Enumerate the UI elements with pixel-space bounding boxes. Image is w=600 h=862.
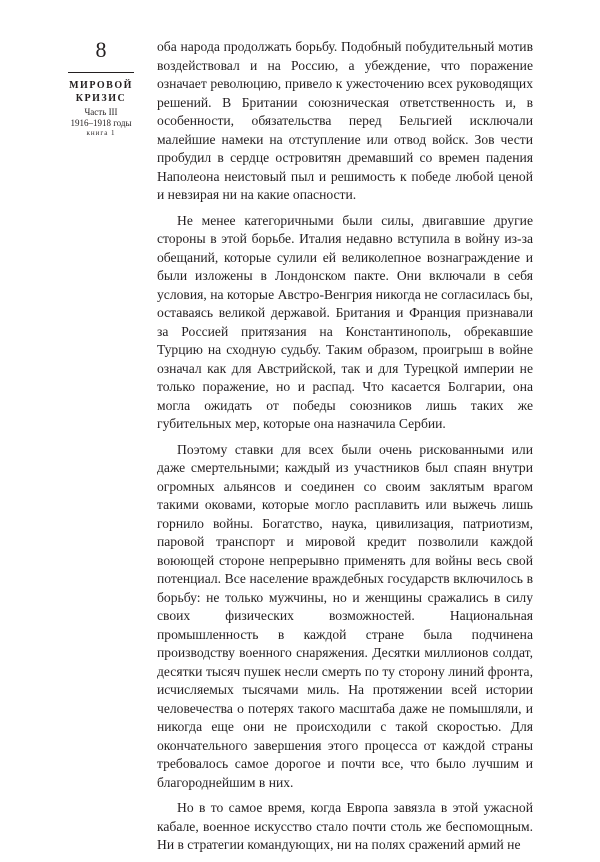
sidebar-divider — [68, 72, 134, 73]
paragraph-2: Не менее категоричными были силы, двигавшие другие стороны в этой борьбе. Италия недавно вступила в войну из-за обещаний, которые сулили ей великолепное вознаграждение и были изложены в Лондонском пакте. Они включали в себя условия, на которые Австро-Венгрия никогда не согласилась бы, оставаясь великой державой. Британия и Франция признавали за Россией притязания на Константинополь, обрекавшие Турцию на сходную судьбу. Таким образом, проигрыш в войне означал как для Австрийской, так и для Турецкой империи не только поражение, но и распад. Что касается Болгарии, она могла ожидать от победы союзников лишь таких же губительных мер, которые она назначила Сербии. — [157, 212, 533, 431]
paragraph-3: Поэтому ставки для всех были очень рискованными или даже смертельными; каждый из участников был спаян внутри огромных альянсов и соединен со своим заклятым врагом такими оковами, которые могло расплавить или выжечь лишь горнило войны. Богатство, наука, цивилизация, патриотизм, паровой транспорт и мировой кредит позволили каждой воюющей стороне непрерывно применять для войны весь свой потенциал. Все население враждебных государств включилось в борьбу: не только мужчины, но и женщины сражались в силу своих физических возможностей. Национальная промышленность в каждой стране была подчинена производству военного снаряжения. Десятки миллионов солдат, десятки тысяч пушек несли смерть по ту сторону линий фронта, исчисляемых тысячами миль. На протяжении всей истории человечества о потерях такого масштаба даже не помышляли, и никогда еще они не происходили с такой скоростью. Для окончательного завершения этого процесса от каждой страны требовалось самое дорогое и почти все, что было лучшим и благороднейшим в них. — [157, 441, 533, 790]
book-label: книга 1 — [86, 129, 116, 137]
section-title-line1: МИРОВОЙ — [69, 80, 133, 91]
paragraph-4: Но в то самое время, когда Европа завязла в этой ужасной кабале, военное искусство стало почти столь же беспомощным. Ни в стратегии командующих, ни на полях сражений армий не — [157, 800, 533, 852]
body-text — [157, 38, 533, 862]
part-label: Часть III — [84, 107, 118, 117]
paragraph-1: оба народа продолжать борьбу. Подобный побудительный мотив воздействовал и на Россию, а убеждение, что поражение означает революцию, привело к ужесточению всех руководящих решений. В Британии союзническая ответственность и, в особенности, обязательства перед Бельгией исключали малейшие намеки на отступление или отвод войск. Зов чести пробудил в сердце островитян дремавший со времен падения Наполеона неистовый пыл и решимость к победе любой ценой и невзирая ни на какие опасности. — [157, 39, 533, 202]
running-head-sidebar — [66, 38, 136, 138]
years-label: 1916–1918 годы — [70, 118, 132, 128]
section-title-line2: КРИЗИС — [75, 93, 127, 104]
page-number: 8 — [95, 37, 107, 62]
